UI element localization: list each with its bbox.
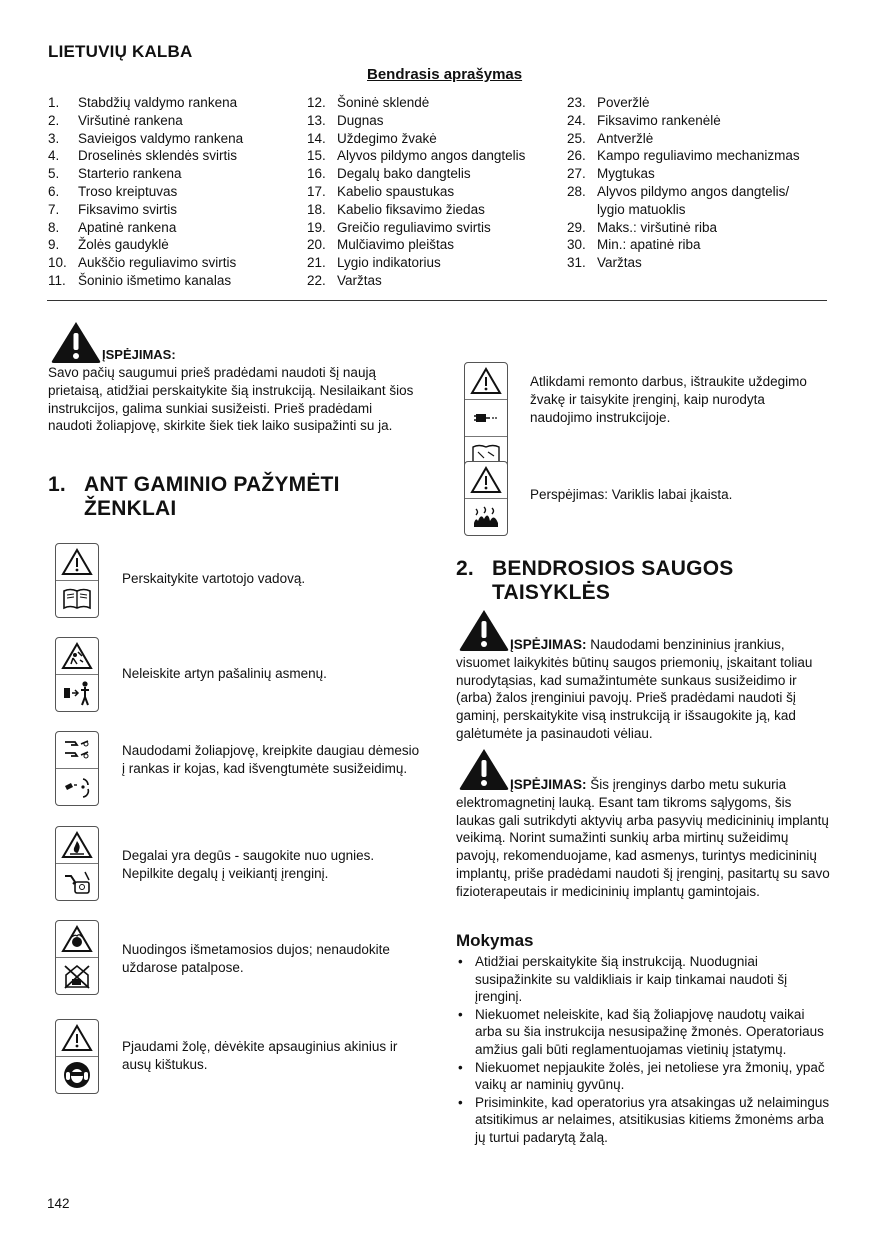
list-item: 7. Fiksavimo svirtis bbox=[48, 201, 178, 217]
symbol-hands-feet bbox=[55, 731, 99, 806]
list-item: 6. Troso kreiptuvas bbox=[48, 183, 178, 199]
symbol-hot-engine bbox=[464, 461, 508, 536]
no-indoor-use-icon bbox=[61, 962, 93, 990]
general-description-title: Bendrasis aprašymas bbox=[367, 66, 523, 83]
spark-plug-icon bbox=[470, 405, 502, 431]
list-item: 22. Varžtas bbox=[307, 272, 382, 288]
symbol-text: Naudodami žoliapjovę, kreipkite daugiau dėmesio į rankas ir kojas, kad išvengtumėte susižeidimų. bbox=[122, 743, 420, 776]
warning-small-icon bbox=[61, 548, 93, 576]
symbol-text: Neleiskite artyn pašalinių asmenų. bbox=[122, 666, 327, 681]
list-item: lygio matuoklis bbox=[597, 201, 686, 217]
list-item: 11. Šoninio išmetimo kanalas bbox=[48, 272, 232, 288]
warning-small-icon bbox=[470, 367, 502, 395]
symbol-text: Perspėjimas: Variklis labai įkaista. bbox=[530, 487, 733, 502]
section1-title: ANT GAMINIO PAŽYMĖTI ŽENKLAI bbox=[84, 473, 340, 520]
warning-paragraph-1 bbox=[456, 636, 831, 743]
symbol-read-manual bbox=[55, 543, 99, 618]
toxic-fumes-icon bbox=[61, 925, 93, 953]
section2-title: BENDROSIOS SAUGOS TAISYKLĖS bbox=[492, 557, 734, 604]
thrown-object-warning-icon bbox=[61, 642, 93, 670]
warning-text: Savo pačių saugumui prieš pradėdami naudoti šį naują prietaisą, atidžiai perskaitykite šią instrukciją. Nesilaikant šios instrukcijos, galima sunkiai susižeisti. Prieš pradėdami naudoti žoliapjovę, skirkite šiek tiek laiko susipažinti su ja. bbox=[48, 365, 414, 434]
list-item: 18. Kabelio fiksavimo žiedas bbox=[307, 201, 485, 217]
list-item: 12. Šoninė sklendė bbox=[307, 95, 430, 110]
list-item: 31. Varžtas bbox=[567, 255, 642, 271]
warning-triangle-icon bbox=[50, 320, 102, 364]
list-item: 2. Viršutinė rankena bbox=[48, 112, 183, 128]
warning-label: ĮSPĖJIMAS: bbox=[510, 777, 587, 792]
list-item: 28. Alyvos pildymo angos dangtelis/ bbox=[567, 183, 790, 199]
fire-warning-icon bbox=[61, 831, 93, 859]
warning-small-icon bbox=[61, 1024, 93, 1052]
symbol-fuel-flammable bbox=[55, 826, 99, 901]
hot-surface-icon bbox=[470, 503, 502, 531]
list-item: 5. Starterio rankena bbox=[48, 166, 182, 182]
list-item: • Atidžiai perskaitykite šią instrukciją. Nuodugniai susipažinkite su valdikliais ir kaip tinkamai naudoti šį įrenginį. bbox=[456, 953, 831, 1006]
list-item: 8. Apatinė rankena bbox=[48, 219, 177, 235]
manual-book-icon bbox=[61, 586, 93, 612]
list-item: 23. Poveržlė bbox=[567, 95, 650, 110]
list-item: 20. Mulčiavimo pleištas bbox=[307, 237, 455, 253]
list-item: • Niekuomet neleiskite, kad šią žoliapjovę naudotų vaikai arba su šia instrukcija nesusipažinę žmonės. Operatoriaus amžius gali būti reglamentuojamas vietinių įstatymų. bbox=[456, 1006, 831, 1059]
list-item: 29. Maks.: viršutinė riba bbox=[567, 219, 718, 235]
list-item: • Niekuomet nepjaukite žolės, jei netoliese yra žmonių, ypač vaikų ar naminių gyvūnų. bbox=[456, 1059, 831, 1094]
symbol-text: Perskaitykite vartotojo vadovą. bbox=[122, 571, 306, 586]
symbol-text: Nuodingos išmetamosios dujos; nenaudokite uždarose patalpose. bbox=[122, 942, 390, 975]
language-heading: LIETUVIŲ KALBA bbox=[48, 42, 193, 61]
list-item: 1. Stabdžių valdymo rankena bbox=[48, 95, 238, 110]
symbol-spark-plug-repair bbox=[464, 362, 508, 474]
hand-blade-icon bbox=[61, 736, 93, 764]
warning-paragraph-2 bbox=[456, 776, 831, 901]
list-item: 16. Degalų bako dangtelis bbox=[307, 166, 471, 182]
list-item: • Prisiminkite, kad operatorius yra atsakingas už nelaimingus atsitikimus ar nelaimes, atsitikusias kitiems žmonėms arba jų turtui padarytą žalą. bbox=[456, 1094, 831, 1147]
no-refuel-running-icon bbox=[61, 868, 93, 896]
list-item: 17. Kabelio spaustukas bbox=[307, 183, 455, 199]
warning-small-icon bbox=[470, 466, 502, 494]
protective-gear-icon bbox=[61, 1060, 93, 1090]
warning-text: Šis įrenginys darbo metu sukuria elektromagnetinį lauką. Esant tam tikroms sąlygoms, šis laukas gali sutrikdyti aktyvių arba pasyvių medicininių implantų veikimą. Norint sumažinti sunkių arba mirtinų sužeidimų pavojų, rekomenduojame, kad asmenys, turintys medicininių implantų, priše pradėdami naudoti šį įrenginį, pasitartų su savo fizioterapeutais ir medicininių implantų gamintojais. bbox=[456, 777, 830, 899]
divider bbox=[47, 300, 827, 301]
list-item: 10. Aukščio reguliavimo svirtis bbox=[48, 255, 237, 271]
list-item: 9. Žolės gaudyklė bbox=[48, 237, 169, 253]
list-item: 13. Dugnas bbox=[307, 112, 384, 128]
symbol-keep-bystanders-away bbox=[55, 637, 99, 712]
page-number: 142 bbox=[47, 1196, 70, 1211]
symbol-text: Atlikdami remonto darbus, ištraukite uždegimo žvakę ir taisykite įrenginį, kaip nurodyta naudojimo instrukcijoje. bbox=[530, 374, 807, 425]
person-distance-icon bbox=[61, 679, 93, 707]
list-item: 30. Min.: apatinė riba bbox=[567, 237, 701, 253]
list-item: 3. Savieigos valdymo rankena bbox=[48, 130, 244, 146]
section1-number: 1. bbox=[48, 473, 66, 496]
section2-heading bbox=[456, 557, 836, 605]
list-item: 21. Lygio indikatorius bbox=[307, 255, 441, 271]
parts-list-col1 bbox=[48, 94, 243, 290]
foot-blade-icon bbox=[61, 773, 93, 801]
parts-list-col2 bbox=[307, 94, 525, 290]
symbol-text: Pjaudami žolę, dėvėkite apsauginius akinius ir ausų kištukus. bbox=[122, 1039, 398, 1072]
symbol-toxic-fumes bbox=[55, 920, 99, 995]
parts-list-col3 bbox=[567, 94, 800, 272]
list-item: 24. Fiksavimo rankenėlė bbox=[567, 112, 721, 128]
warning-label: ĮSPĖJIMAS: bbox=[102, 347, 176, 362]
section2-number: 2. bbox=[456, 557, 474, 580]
list-item: 26. Kampo reguliavimo mechanizmas bbox=[567, 148, 800, 164]
list-item: 14. Uždegimo žvakė bbox=[307, 130, 437, 146]
warning-text: Naudodami benzininius įrankius, visuomet laikykitės būtinų saugos priemonių, įskaitant toliau nurodytąsias, kad sumažintumėte sunkaus susižeidimo ir (arba) žalos įrenginiui pavojų. Prieš pradėdami naudoti šį gaminį, perskaitykite visą instrukciją ir išsaugokite ją, kad galėtumėte ja pasinaudoti vėliau. bbox=[456, 637, 813, 741]
list-item: 4. Droselinės sklendės svirtis bbox=[48, 148, 238, 164]
warning-label: ĮSPĖJIMAS: bbox=[510, 637, 587, 652]
symbol-text: Degalai yra degūs - saugokite nuo ugnies. Nepilkite degalų į veikiantį įrenginį. bbox=[122, 848, 375, 881]
section1-heading bbox=[48, 473, 428, 521]
training-heading: Mokymas bbox=[456, 931, 534, 950]
list-item: 25. Antveržlė bbox=[567, 130, 654, 146]
symbol-eye-ear-protection bbox=[55, 1019, 99, 1094]
list-item: 15. Alyvos pildymo angos dangtelis bbox=[307, 148, 526, 164]
list-item: 27. Mygtukas bbox=[567, 166, 655, 182]
list-item: 19. Greičio reguliavimo svirtis bbox=[307, 219, 491, 235]
training-list bbox=[456, 953, 831, 1147]
